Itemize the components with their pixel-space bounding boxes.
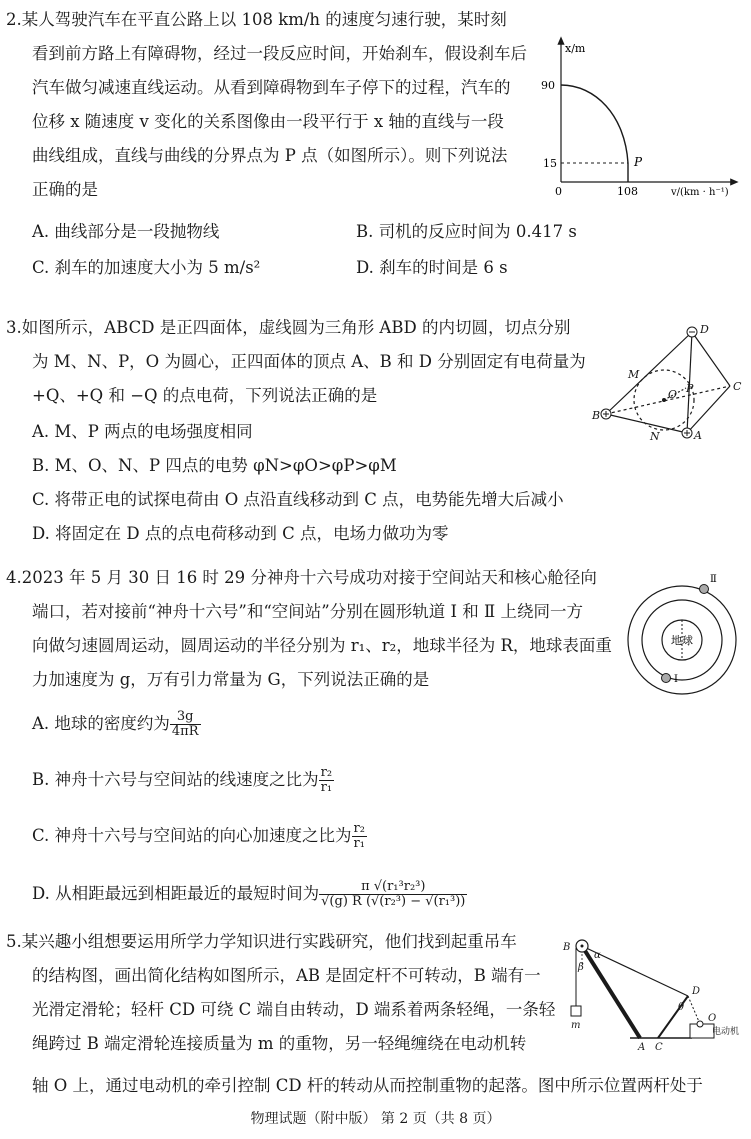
q4-a-fraction: $\frac{3g}{4\pi R}$ <box>171 709 199 739</box>
point-p-label: P <box>634 155 643 169</box>
q2-option-b: B. 司机的反应时间为 0.417 s <box>356 222 577 241</box>
label-d: D <box>692 986 701 997</box>
q5-line-3: 光滑定滑轮；轻杆 CD 可绕 C 端自由转动，D 端系着两条轻绳，一条轻 <box>32 1000 556 1019</box>
q3-line-2: 为 M、N、P，O 为圆心，正四面体的顶点 A、B 和 D 分别固定有电荷量为 <box>32 352 586 371</box>
q4-option-b: B. 神舟十六号与空间站的线速度之比为 $\frac{\text{r₂}}{\text{r₁}}$ <box>32 765 333 795</box>
label-alpha: α <box>594 950 601 961</box>
q2-line-5: 曲线组成，直线与曲线的分界点为 P 点（如图所示）。则下列说法 <box>32 146 508 165</box>
space-station <box>700 585 709 594</box>
weight-m <box>571 1006 581 1016</box>
q3-option-a: A. M、P 两点的电场强度相同 <box>32 422 253 441</box>
q3-option-d: D. 将固定在 D 点的点电荷移动到 C 点，电场力做功为零 <box>32 524 449 543</box>
label-a: A <box>694 429 702 442</box>
q2-option-c: C. 刹车的加速度大小为 5 m/s² <box>32 258 261 277</box>
q5-crane-figure <box>560 930 746 1058</box>
q3-line-1: 3.如图所示，ABCD 是正四面体，虚线圆为三角形 ABD 的内切圆，切点分别 <box>6 318 571 337</box>
label-m: M <box>628 368 640 381</box>
label-motor: 电动机 <box>712 1027 740 1037</box>
q4-c-fraction: $\frac{\text{r₂}}{\text{r₁}}$ <box>353 821 365 851</box>
q2-line-2: 看到前方路上有障碍物，经过一段反应时间，开始刹车，假设刹车后 <box>32 44 527 63</box>
label-n: N <box>650 430 660 443</box>
q4-option-d: D. 从相距最远到相距最近的最短时间为 $\frac{\text{π √(r₁³r₂³)}}{\text{√(g) R (√(r₂³) − √(r₁³))}}$ <box>32 879 466 909</box>
q2-option-d: D. 刹车的时间是 6 s <box>356 258 508 277</box>
orbit-1-label: Ⅰ <box>674 674 678 685</box>
q4-line-4: 力加速度为 g，万有引力常量为 G，下列说法正确的是 <box>32 670 430 689</box>
q4-d-fraction: $\frac{\text{π √(r₁³r₂³)}}{\text{√(g) R (√(r₂³) − √(r₁³))}}$ <box>321 879 466 909</box>
label-o: O <box>708 1013 717 1024</box>
label-b: B <box>592 409 601 422</box>
q5-line-5: 轴 O 上，通过电动机的牵引控制 CD 杆的转动从而控制重物的起落。图中所示位置两杆处于 <box>32 1076 703 1095</box>
earth-label: 地球 <box>671 634 693 647</box>
q3-line-3: +Q、+Q 和 −Q 的点电荷，下列说法正确的是 <box>32 386 378 405</box>
q4-option-c: C. 神舟十六号与空间站的向心加速度之比为 $\frac{\text{r₂}}{\text{r₁}}$ <box>32 821 365 851</box>
label-d: D <box>700 323 709 336</box>
y-tick-15: 15 <box>543 157 557 170</box>
q2-line-4: 位移 x 随速度 v 变化的关系图像由一段平行于 x 轴的直线与一段 <box>32 112 504 131</box>
label-o: O <box>668 388 678 401</box>
origin-label: 0 <box>555 185 562 198</box>
q5-line-2: 的结构图，画出简化结构如图所示，AB 是固定杆不可转动，B 端有一 <box>32 966 541 985</box>
label-c: C <box>733 380 742 393</box>
label-b: B <box>563 942 571 953</box>
q4-line-3: 向做匀速圆周运动，圆周运动的半径分别为 r₁、r₂，地球半径为 R，地球表面重 <box>32 636 612 655</box>
q2-line-1: 2.某人驾驶汽车在平直公路上以 108 km/h 的速度匀速行驶，某时刻 <box>6 10 507 29</box>
q4-line-1: 4.2023 年 5 月 30 日 16 时 29 分神舟十六号成功对接于空间站天和核心舱径向 <box>6 568 597 587</box>
x-tick-108: 108 <box>617 185 638 198</box>
q3-tetrahedron-figure <box>590 318 748 450</box>
q2-x-v-graph <box>535 30 745 198</box>
shenzhou-satellite <box>662 674 671 683</box>
label-p: P <box>686 382 694 395</box>
q3-option-b: B. M、O、N、P 四点的电势 φN>φO>φP>φM <box>32 456 397 475</box>
label-beta: β <box>578 962 584 973</box>
q4-b-fraction: $\frac{\text{r₂}}{\text{r₁}}$ <box>320 765 333 795</box>
q2-line-6: 正确的是 <box>32 180 98 199</box>
q2-line-3: 汽车做匀减速直线运动。从看到障碍物到车子停下的过程，汽车的 <box>32 78 511 97</box>
q4-line-2: 端口，若对接前“神舟十六号”和“空间站”分别在圆形轨道 Ⅰ 和 Ⅱ 上绕同一方 <box>32 602 583 621</box>
curve <box>561 85 628 182</box>
q4-option-a: A. 地球的密度约为 $\frac{3g}{4\pi R}$ <box>32 709 199 739</box>
y-tick-90: 90 <box>541 79 555 92</box>
label-c: C <box>655 1042 663 1053</box>
q4-orbit-figure <box>622 572 742 696</box>
orbit-2-label: Ⅱ <box>710 574 717 585</box>
y-axis-label: x/m <box>565 42 586 55</box>
q5-line-4: 绳跨过 B 端定滑轮连接质量为 m 的重物，另一轻绳缠绕在电动机转 <box>32 1034 527 1053</box>
q3-option-c: C. 将带正电的试探电荷由 O 点沿直线移动到 C 点，电势能先增大后减小 <box>32 490 564 509</box>
label-m: m <box>571 1020 581 1031</box>
page-footer: 物理试题（附中版） 第 2 页（共 8 页） <box>250 1111 501 1127</box>
x-axis-label: v/(km · h⁻¹) <box>671 187 729 198</box>
q5-line-1: 5.某兴趣小组想要运用所学力学知识进行实践研究，他们找到起重吊车 <box>6 932 517 951</box>
q2-option-a: A. 曲线部分是一段抛物线 <box>32 222 220 241</box>
label-theta: θ <box>678 1002 685 1013</box>
label-a: A <box>638 1042 646 1053</box>
